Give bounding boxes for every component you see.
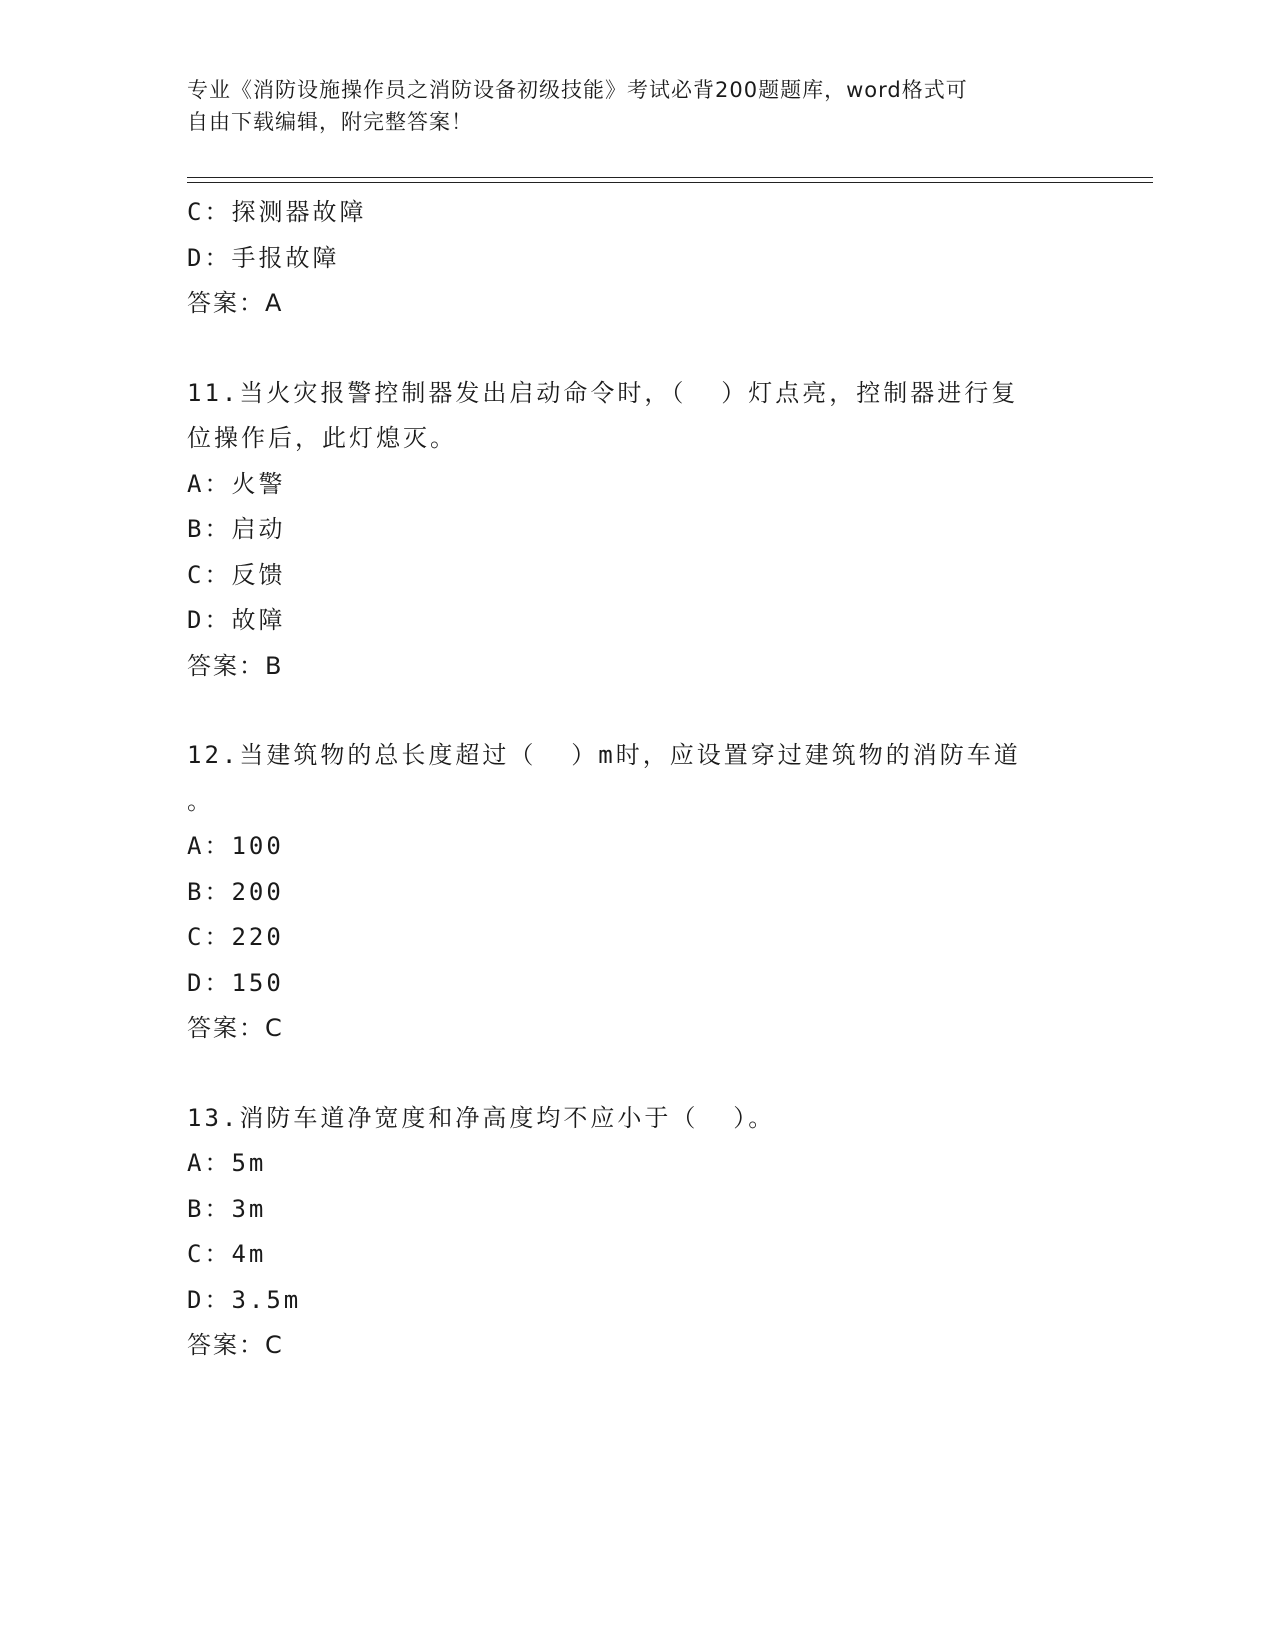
option-d: D：150	[187, 968, 284, 997]
option-b: B：启动	[187, 515, 286, 543]
option-a: A：5m	[187, 1149, 267, 1177]
question-12	[187, 733, 1067, 1052]
question-stem: 13.消防车道净宽度和净高度均不应小于（ ）。	[187, 1103, 776, 1132]
option-b: B：200	[187, 877, 284, 906]
option-c: C：4m	[187, 1240, 267, 1268]
option-d: D：故障	[187, 606, 286, 634]
option-c: C：反馈	[187, 560, 286, 589]
question-stem: 11.当火灾报警控制器发出启动命令时，（ ）灯点亮，控制器进行复	[187, 378, 1019, 407]
question-stem-cont: 。	[187, 786, 214, 815]
answer: 答案：B	[187, 651, 284, 680]
option-c: C：220	[187, 923, 284, 951]
question-stem: 12.当建筑物的总长度超过（ ）m时，应设置穿过建筑物的消防车道	[187, 741, 1021, 769]
question-13	[187, 1096, 1067, 1369]
answer: 答案：A	[187, 289, 284, 317]
header-divider-bottom	[187, 182, 1153, 183]
question-list	[187, 190, 1067, 1369]
document-header	[187, 74, 1067, 138]
header-line-2: 自由下载编辑，附完整答案！	[187, 110, 473, 134]
option-a: A：100	[187, 832, 284, 860]
header-divider-top	[187, 177, 1153, 178]
header-line-1: 专业《消防设施操作员之消防设备初级技能》考试必背200题题库，word格式可	[187, 78, 968, 102]
question-stem-cont: 位操作后，此灯熄灭。	[187, 424, 457, 452]
question-10-tail	[187, 190, 1067, 327]
option-b: B：3m	[187, 1194, 267, 1223]
option-a: A：火警	[187, 469, 286, 498]
option-d: D：3.5m	[187, 1285, 302, 1314]
question-11	[187, 371, 1067, 690]
answer: 答案：C	[187, 1014, 284, 1042]
option-d: D：手报故障	[187, 243, 340, 272]
answer: 答案：C	[187, 1331, 284, 1359]
option-c: C：探测器故障	[187, 198, 367, 226]
